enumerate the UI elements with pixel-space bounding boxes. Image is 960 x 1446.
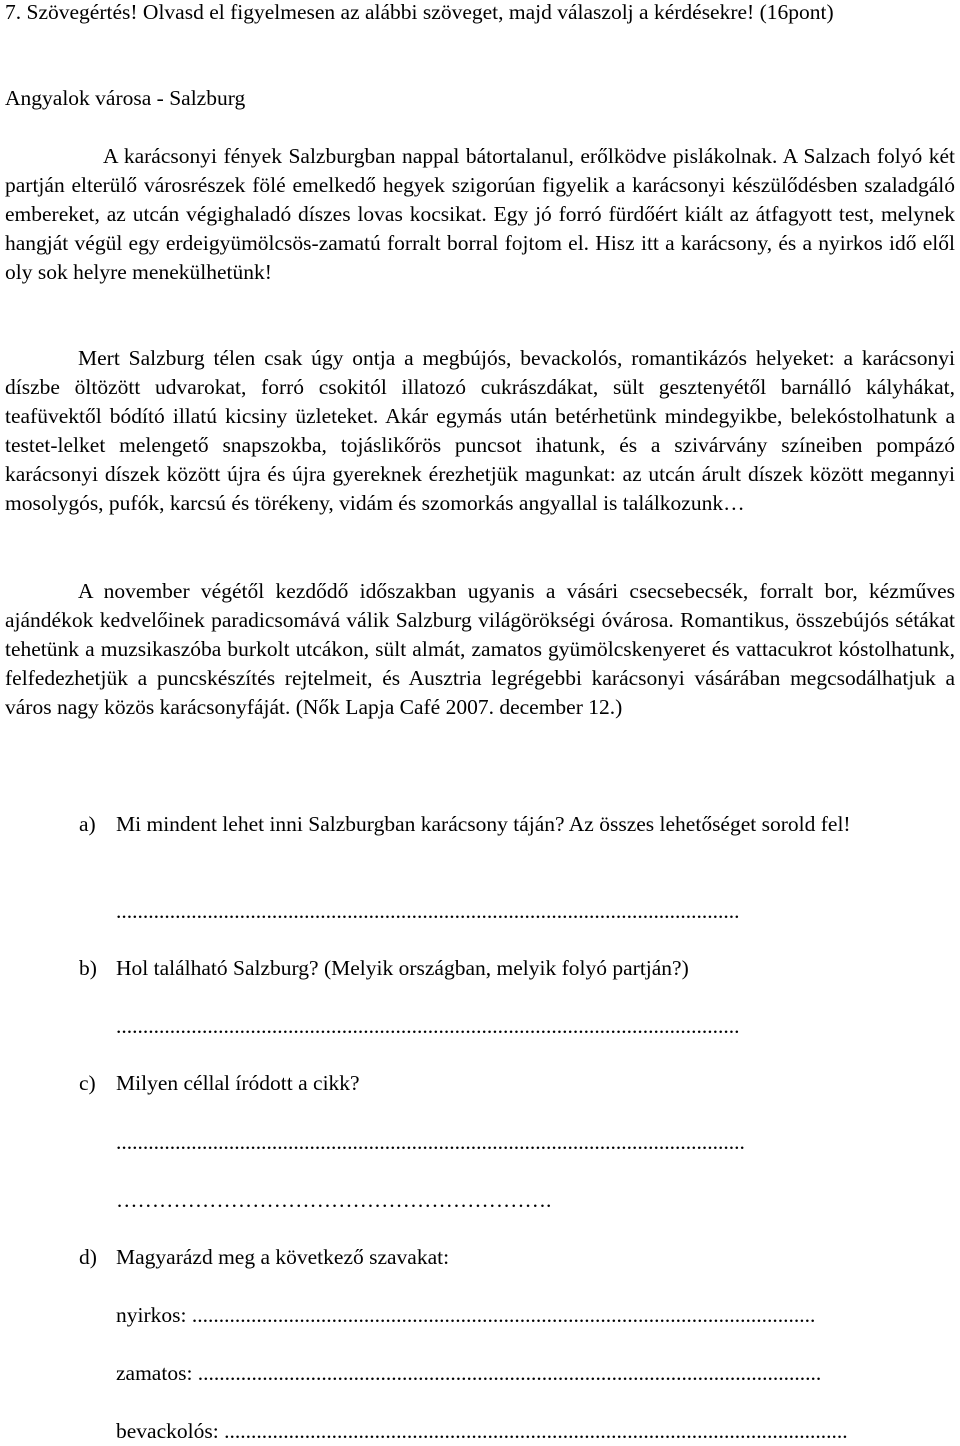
question-c: [79, 1069, 957, 1098]
question-text: Hol található Salzburg? (Melyik országban, melyik folyó partján?): [116, 956, 689, 980]
vocab-line-nyirkos[interactable]: nyirkos: ....................................................................................................................: [116, 1303, 816, 1327]
vocab-line-bevackolos[interactable]: bevackolós: ....................................................................................................................: [116, 1419, 848, 1443]
answer-line-a[interactable]: ....................................................................................................................: [116, 899, 740, 923]
article-paragraph-3: A november végétől kezdődő időszakban ugyanis a vásári csecsebecsék, forralt bor, kézműves ajándékok kedvelőinek paradicsomává válik Salzburg világörökségi óvárosa. Romantikus, összebújós sétákat tehetünk a muzsikaszóba burkolt utcákon, sült almát, zamatos gyümölcskenyeret és vattacukrot kóstolhatunk, felfedezhetjük a puncskészítés rejtelmeit, és Ausztria legrégebbi karácsonyi vásárában megcsodálhatjuk a város nagy közös karácsonyfáját. (Nők Lapja Café 2007. december 12.): [5, 579, 955, 719]
answer-line-c-1[interactable]: .....................................................................................................................: [116, 1130, 745, 1154]
article-paragraph-2: Mert Salzburg télen csak úgy ontja a megbújós, bevackolós, romantikázós helyeket: a karácsonyi díszbe öltözött udvarokat, forró csokitól illatozó cukrászdákat, sült gesztenyétől barnálló kályhákat, teafüvektől bódító illatú kicsiny üzleteket. Akár egymás után betérhetünk mindegyikbe, belekóstolhatunk a testet-lelket melengető snapszokba, tojáslikőrös puncsot ihatunk, és a szivárvány színeiben pompázó karácsonyi díszek között újra és újra gyereknek érezhetjük magunkat: az utcán árult díszek között megannyi mosolygós, pufók, karcsú és törékeny, vidám és szomorkás angyallal is találkozunk…: [5, 346, 955, 515]
article-paragraph-1: A karácsonyi fények Salzburgban nappal bátortalanul, erőlködve pislákolnak. A Salzach folyó két partján elterülő városrészek fölé emelkedő hegyek szigorúan figyelik a karácsonyi készülődésben szaladgáló embereket, az utcán végighaladó díszes lovas kocsikat. Egy jó forró fürdőért kiált az átfagyott test, melynek hangját végül egy erdeigyümölcsös-zamatú forralt borral fojtom el. Hisz itt a karácsony, és a nyirkos idő elől oly sok helyre menekülhetünk!: [5, 144, 955, 284]
article-title: Angyalok városa - Salzburg: [5, 86, 246, 110]
answer-line-c-2[interactable]: …………………………………………………….: [116, 1188, 552, 1212]
question-letter: d): [79, 1245, 97, 1269]
question-text: Mi mindent lehet inni Salzburgban karácsony táján? Az összes lehetőséget sorold fel!: [116, 812, 851, 836]
question-letter: a): [79, 812, 96, 836]
task-title: [5, 0, 955, 27]
answer-line-b[interactable]: ....................................................................................................................: [116, 1014, 740, 1038]
question-letter: b): [79, 956, 97, 980]
vocab-line-zamatos[interactable]: zamatos: ....................................................................................................................: [116, 1361, 822, 1385]
question-text: Milyen céllal íródott a cikk?: [116, 1071, 360, 1095]
question-a: [79, 810, 957, 839]
question-b: [79, 954, 957, 983]
question-text: Magyarázd meg a következő szavakat:: [116, 1245, 450, 1269]
question-d: [79, 1243, 957, 1272]
question-letter: c): [79, 1071, 96, 1095]
task-instruction: 7. Szövegértés! Olvasd el figyelmesen az alábbi szöveget, majd válaszolj a kérdésekre! (16pont): [5, 0, 834, 24]
